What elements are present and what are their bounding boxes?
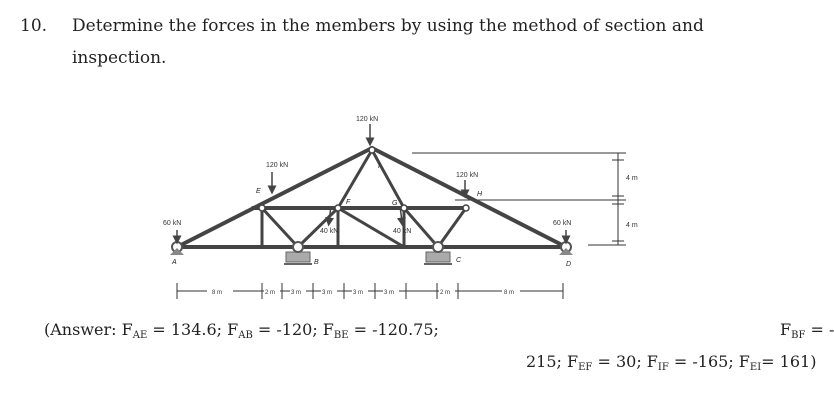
answer-open: (Answer: [44, 320, 122, 339]
height-label-top: 4 m [626, 175, 638, 182]
answer-fbf-sub: BF [791, 330, 806, 341]
load-label-right-upper: 120 kN [456, 172, 479, 179]
answer-line-2 [526, 352, 816, 373]
height-label-bottom: 4 m [626, 222, 638, 229]
span-label-7: 2 m [440, 290, 451, 296]
support-a [170, 242, 184, 255]
answer-fei-letter: F [738, 352, 750, 371]
answer-fbf-letter: F [780, 320, 792, 339]
problem-statement-line-2: inspection. [72, 48, 167, 68]
load-label-bottom-right: 40 kN [393, 228, 412, 235]
answer-fef-letter: F [567, 352, 579, 371]
answer-fae-value: = 134.6; [147, 320, 228, 339]
answer-fbe-value: = -120.75; [348, 320, 439, 339]
answer-fbf-value: = - [805, 320, 834, 339]
answer-fbe-sub: BE [333, 330, 349, 341]
span-label-1: 8 m [212, 290, 223, 296]
node-label-i: I [378, 163, 380, 170]
height-dimension [412, 153, 626, 245]
problem-number: 10. [20, 16, 48, 36]
load-label-bottom-left: 40 kN [320, 228, 339, 235]
answer-fab-sub: AB [238, 330, 253, 341]
node-label-h: H [477, 191, 483, 198]
span-label-5: 3 m [353, 290, 364, 296]
answer-fbf-cont: 215; [526, 352, 568, 371]
node-label-c: C [456, 257, 462, 264]
answer-fae-letter: F [121, 320, 133, 339]
load-label-right-end: 60 kN [553, 220, 572, 227]
span-label-3: 3 m [291, 290, 302, 296]
answer-fbf-start [780, 320, 834, 341]
node-label-f: F [346, 199, 351, 206]
truss-members [177, 148, 566, 247]
answer-fab-value: = -120; [252, 320, 323, 339]
span-label-8: 8 m [504, 290, 515, 296]
answer-fei-value: = 161) [761, 352, 817, 371]
load-arrows [177, 124, 566, 240]
pin-g [401, 205, 407, 211]
span-label-6: 3 m [384, 290, 395, 296]
answer-line-1 [44, 320, 439, 341]
member-be [262, 208, 298, 247]
node-label-e: E [256, 188, 261, 195]
answer-fif-value: = -165; [668, 352, 739, 371]
answer-fif-sub: IF [657, 362, 669, 373]
problem-statement-line-1: Determine the forces in the members by using the method of section and [72, 16, 704, 36]
member-ch [438, 208, 466, 247]
joint-pins [259, 147, 469, 211]
node-label-d: D [566, 261, 572, 268]
load-label-left-end: 60 kN [163, 220, 182, 227]
answer-fef-value: = 30; [592, 352, 647, 371]
member-ig [372, 150, 404, 208]
answer-fae-sub: AE [132, 330, 148, 341]
pin-f [335, 205, 341, 211]
truss-web-members [262, 150, 466, 247]
answer-fei-sub: EI [749, 362, 762, 373]
node-label-b: B [314, 259, 319, 266]
load-label-left-upper: 120 kN [266, 162, 289, 169]
pin-h [463, 205, 469, 211]
pin-i [369, 147, 375, 153]
span-label-2: 2 m [265, 290, 276, 296]
node-label-a: A [172, 259, 177, 266]
support-d [559, 242, 573, 255]
answer-fif-letter: F [646, 352, 658, 371]
span-label-4: 3 m [322, 290, 333, 296]
load-label-top: 120 kN [356, 116, 379, 123]
node-label-g: G [392, 200, 398, 207]
answer-fbe-letter: F [322, 320, 334, 339]
answer-fab-letter: F [227, 320, 239, 339]
pin-e [259, 205, 265, 211]
answer-fef-sub: EF [578, 362, 593, 373]
